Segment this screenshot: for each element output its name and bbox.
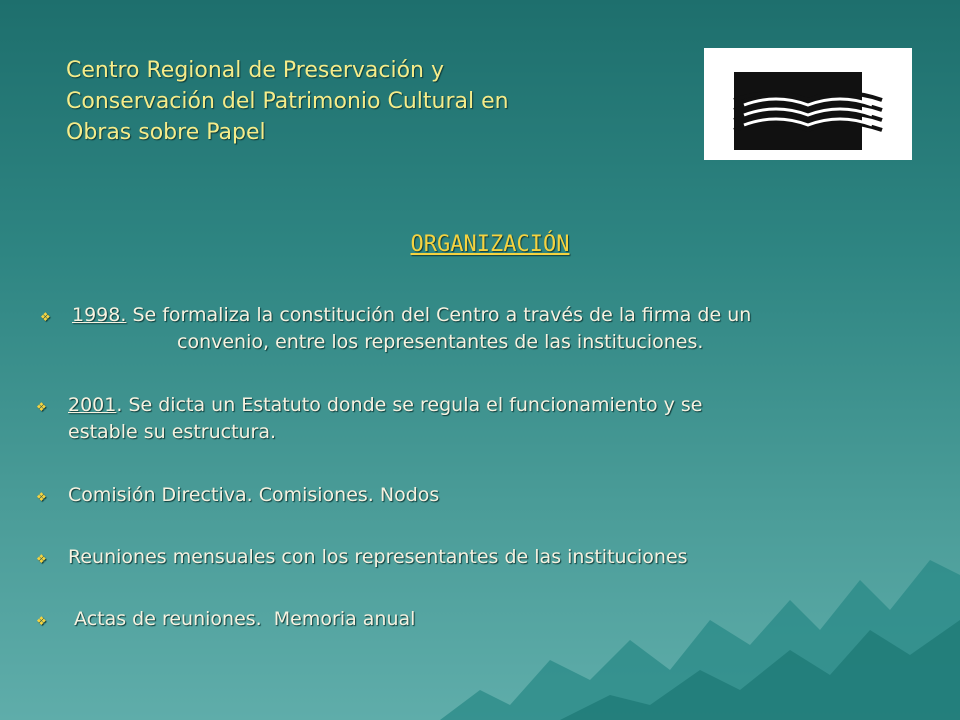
section-heading: ORGANIZACIÓN	[410, 232, 570, 257]
bullet-year: 1998.	[72, 304, 127, 326]
title-line-1: Centro Regional de Preservación y	[66, 58, 445, 83]
bullet-text-cont: estable su estructura.	[68, 421, 277, 443]
bullet-text: Se formaliza la constitución del Centro a través de la firma de un	[126, 304, 752, 326]
bullet-comision	[36, 482, 916, 509]
bullet-text: . Se dicta un Estatuto donde se regula el funcionamiento y se	[116, 394, 703, 416]
bullet-text: Actas de reuniones. Memoria anual	[68, 608, 416, 630]
bullet-1998	[40, 302, 955, 356]
bullet-text-cont: convenio, entre los representantes de las instituciones.	[177, 331, 704, 353]
title-line-3: Obras sobre Papel	[66, 120, 266, 145]
bullet-year: 2001	[68, 394, 117, 416]
diamond-bullet-icon: ❖	[36, 400, 47, 414]
diamond-bullet-icon: ❖	[40, 310, 51, 324]
diamond-bullet-icon: ❖	[36, 552, 47, 566]
bullet-2001	[36, 392, 916, 446]
page-title	[66, 55, 626, 148]
bullet-text: Comisión Directiva. Comisiones. Nodos	[68, 484, 440, 506]
bullet-reuniones	[36, 544, 936, 571]
logo	[704, 48, 912, 160]
diamond-bullet-icon: ❖	[36, 614, 47, 628]
open-book-icon	[704, 48, 912, 160]
bullet-text: Reuniones mensuales con los representantes de las instituciones	[68, 546, 688, 568]
title-line-2: Conservación del Patrimonio Cultural en	[66, 89, 509, 114]
bullet-actas	[36, 606, 916, 633]
diamond-bullet-icon: ❖	[36, 490, 47, 504]
